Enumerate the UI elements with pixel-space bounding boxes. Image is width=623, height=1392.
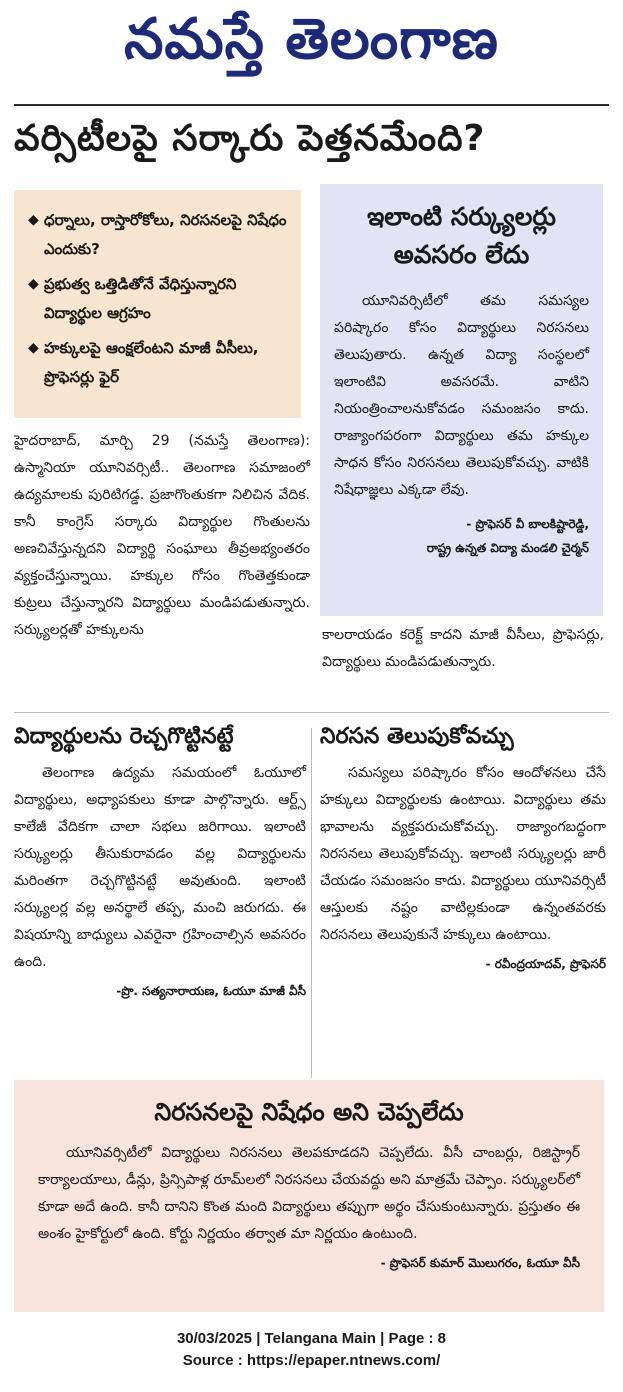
bottom-box-text: యూనివర్సిటీలో విద్యార్థులు నిరసనలు తెలపకూడదని చెప్పలేదు. వీసీ చాంబర్లు, రిజిస్ట్రార్ కార్యాలయాలు, డీన్లు, ప్రిన్సిపాళ్ల రూమ్‌లలో నిరసనలు చేయవద్దు అని మాత్రమే చెప్పాం. సర్క్యులర్‌లో కూడా అదే ఉంది. కానీ దానిని కొంత మంది విద్యార్థులు తప్పుగా అర్థం చేసుకుంటున్నారు. ప్రస్తుతం ఈ అంశం హైకోర్టులో ఉంది. కోర్టు నిర్ణయం తర్వాత మా నిర్ణయం ఉంటుంది. xyxy=(38,1145,580,1242)
column-right-text: సమస్యలు పరిష్కారం కోసం ఆందోళనలు చేసే హక్కులు విద్యార్థులకు ఉంటాయి. విద్యార్థులు తమ భావాలను వ్యక్తపరుచుకోవచ్చు. రాజ్యాంగబద్ధంగా నిరసనలు తెలుపుకోవచ్చు. ఇలాంటి సర్క్యులర్లు జారీ చేయడం సమంజసం కాదు. విద్యార్థులు యూనివర్సిటీ ఆస్తులకు నష్టం వాటిల్లకుండా ఉన్నంతవరకు నిరసనలు తెలుపుకునే హక్కులు ఉంటాయి. xyxy=(320,765,606,943)
sidebar-signature-title: రాష్ట్ర ఉన్నత విద్యా మండలి చైర్మన్ xyxy=(426,541,589,555)
highlight-item xyxy=(28,206,291,264)
highlight-text: ధర్నాలు, రాస్తారోకోలు, నిరసనలపై నిషేధం ఎందుకు? xyxy=(44,211,287,258)
column-right-heading: నిరసన తెలుపుకోవచ్చు xyxy=(320,724,514,749)
footer-source-line: Source : https://epaper.ntnews.com/ xyxy=(182,1352,441,1369)
masthead-rule xyxy=(14,104,609,106)
footer-date-line: 30/03/2025 | Telangana Main | Page : 8 xyxy=(176,1330,447,1347)
masthead xyxy=(0,0,623,96)
opinion-column-left xyxy=(14,720,306,1070)
bottom-box-signature: - ప్రొఫెసర్ కుమార్ మొలుగరం, ఓయూ వీసీ xyxy=(380,1256,580,1270)
sidebar-heading: ఇలాంటి సర్క్యులర్లు అవసరం లేదు xyxy=(367,202,556,269)
highlight-text: ప్రభుత్వ ఒత్తిడితోనే వేధిస్తున్నారని విద్యార్థుల ఆగ్రహం xyxy=(44,275,237,322)
sidebar-signature xyxy=(334,512,589,560)
section-divider xyxy=(14,712,609,713)
highlight-item xyxy=(28,270,291,328)
headline: వర్సిటీలపై సర్కారు పెత్తనమేంది? xyxy=(14,118,486,159)
column-right-signature: - రవీంద్రయాదవ్, ప్రొఫెసర్ xyxy=(485,957,606,971)
column-left-heading: విద్యార్థులను రెచ్చగొట్టినట్టే xyxy=(14,724,234,749)
bullet-icon: ◆ xyxy=(28,212,39,228)
opinion-column-right xyxy=(320,720,606,1070)
masthead-title: నమస్తే తెలంగాణ xyxy=(124,6,499,72)
highlight-item xyxy=(28,334,291,392)
highlight-text: హక్కులపై ఆంక్షలేంటని మాజీ వీసీలు, ప్రొఫెసర్లు ఫైర్ xyxy=(44,339,259,386)
main-story-right: కాలరాయడం కరెక్ట్ కాదని మాజీ వీసీలు, ప్రొఫెసర్లు, విద్యార్థులు మండిపడుతున్నారు. xyxy=(322,627,604,670)
main-story-left: హైదరాబాద్, మార్చి 29 (నమస్తే తెలంగాణ): ఉస్మానియా యూనివర్సిటీ.. తెలంగాణ సమాజంలో ఉద్యమాలకు పురిటిగడ్డ. ప్రజాగొంతుకగా నిలిచిన వేదిక. కానీ కాంగ్రెస్ సర్కారు విద్యార్థుల గొంతులను అణచివేస్తున్నదని విద్యార్థి సంఘాలు తీవ్రఅభ్యంతరం వ్యక్తంచేస్తున్నాయి. హక్కుల గోసం గొంతెత్తకుండా కుట్రలు చేస్తున్నారని విద్యార్థులు మండిపడుతున్నారు. సర్క్యులర్లతో హక్కులను xyxy=(14,433,310,638)
highlights-box xyxy=(14,190,301,418)
column-left-text: తెలంగాణ ఉద్యమ సమయంలో ఓయూలో విద్యార్థులు, అధ్యాపకులు కూడా పాల్గొన్నారు. ఆర్ట్స్ కాలేజీ వేదికగా చాలా సభలు జరిగాయి. ఇలాంటి సర్క్యులర్లు తీసుకురావడం వల్ల విద్యార్థులను మరింతగా రెచ్చగొట్టినట్టే అవుతుంది. ఇలాంటి సర్క్యులర్ల వల్ల అనర్థాలే తప్ప, మంచి జరుగదు. ఈ విషయాన్ని బాధ్యులు ఎవరైనా గ్రహించాల్సిన అవసరం ఉంది. xyxy=(14,765,306,970)
bottom-box xyxy=(14,1080,604,1312)
sidebar-box xyxy=(320,184,603,616)
bottom-box-heading: నిరసనలపై నిషేధం అని చెప్పలేదు xyxy=(154,1098,464,1126)
column-divider xyxy=(311,728,312,1078)
bullet-icon: ◆ xyxy=(28,340,39,356)
sidebar-text: యూనివర్సిటీలో తమ సమస్యల పరిష్కారం కోసం విద్యార్థులు నిరసనలు తెలుపుతారు. ఉన్నత విద్యా సంస్థలలో ఇలాంటివి అవసరమే. వాటిని నియంత్రించాలనుకోవడం సమంజసం కాదు. రాజ్యాంగపరంగా విద్యార్థులు తమ హక్కుల సాధన కోసం నిరసనలు తెలుపుకోవచ్చు. వాటికి నిషేధాజ్ఞలు ఎక్కడా లేవు. xyxy=(334,293,589,498)
bullet-icon: ◆ xyxy=(28,276,39,292)
sidebar-signature-name: - ప్రొఫెసర్ వీ బాలకిష్టారెడ్డి, xyxy=(466,517,589,531)
column-left-signature: -ప్రొ. సత్యనారాయణ, ఓయూ మాజీ వీసీ xyxy=(116,984,306,998)
